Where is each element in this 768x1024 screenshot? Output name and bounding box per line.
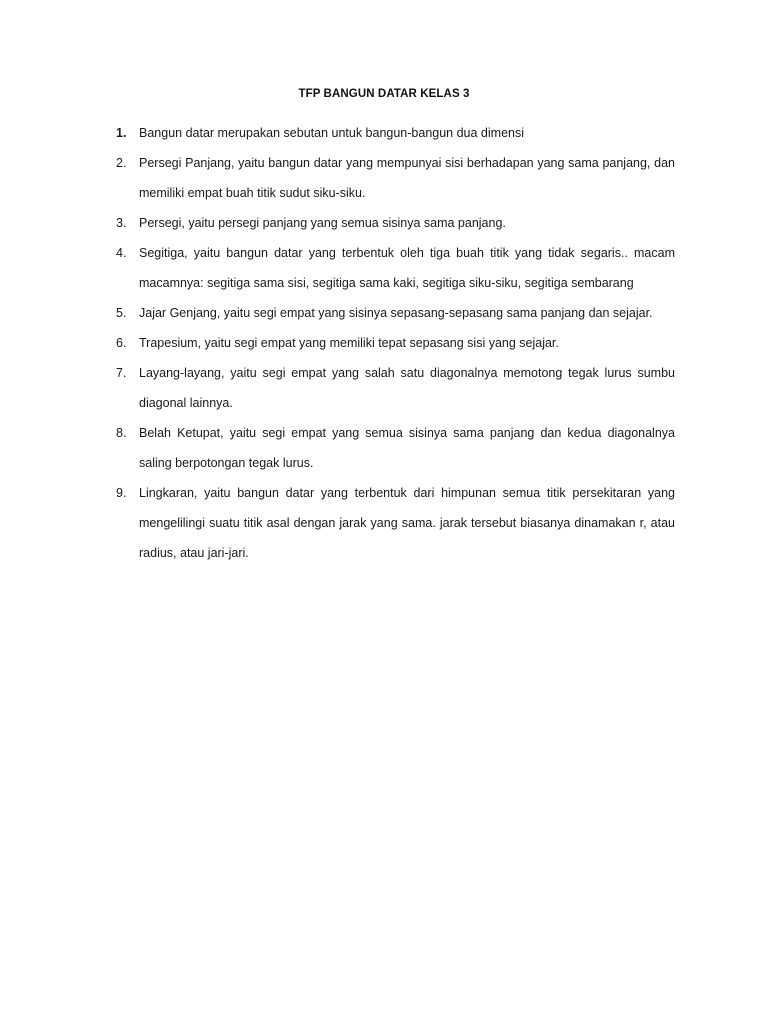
list-item-text: Layang-layang, yaitu segi empat yang salah satu diagonalnya memotong tegak lurus sumbu diagonal lainnya. <box>139 366 675 410</box>
list-item-text: Trapesium, yaitu segi empat yang memiliki tepat sepasang sisi yang sejajar. <box>139 336 559 350</box>
list-item-text: Bangun datar merupakan sebutan untuk bangun-bangun dua dimensi <box>139 126 525 140</box>
list-item <box>116 208 675 238</box>
list-item-text: Persegi, yaitu persegi panjang yang semua sisinya sama panjang. <box>139 216 506 230</box>
list-item <box>116 418 675 478</box>
list-item-text: Segitiga, yaitu bangun datar yang terbentuk oleh tiga buah titik yang tidak segaris.. macam macamnya: segitiga sama sisi, segitiga sama kaki, segitiga siku-siku, segitiga sembarang <box>139 246 675 290</box>
list-item <box>116 328 675 358</box>
list-item <box>116 358 675 418</box>
definition-list <box>116 118 675 568</box>
list-item-number: 8. <box>116 426 127 440</box>
list-item-text: Lingkaran, yaitu bangun datar yang terbentuk dari himpunan semua titik persekitaran yang mengelilingi suatu titik asal dengan jarak yang sama. jarak tersebut biasanya dinamakan r, atau radius, atau jari-jari. <box>139 486 675 560</box>
list-item-number: 7. <box>116 366 127 380</box>
list-item <box>116 298 675 328</box>
list-item-number: 5. <box>116 306 127 320</box>
list-item-number: 1. <box>116 126 127 140</box>
list-item <box>116 118 675 148</box>
list-item <box>116 238 675 298</box>
list-item-number: 4. <box>116 246 127 260</box>
list-item <box>116 478 675 568</box>
list-item-number: 2. <box>116 156 127 170</box>
list-item-text: Belah Ketupat, yaitu segi empat yang semua sisinya sama panjang dan kedua diagonalnya saling berpotongan tegak lurus. <box>139 426 675 470</box>
list-item <box>116 148 675 208</box>
list-item-number: 9. <box>116 486 127 500</box>
list-item-text: Jajar Genjang, yaitu segi empat yang sisinya sepasang-sepasang sama panjang dan sejajar. <box>139 306 653 320</box>
list-item-text: Persegi Panjang, yaitu bangun datar yang mempunyai sisi berhadapan yang sama panjang, dan memiliki empat buah titik sudut siku-siku. <box>139 156 675 200</box>
list-item-number: 3. <box>116 216 127 230</box>
list-item-number: 6. <box>116 336 127 350</box>
document-title: TFP BANGUN DATAR KELAS 3 <box>298 88 470 100</box>
